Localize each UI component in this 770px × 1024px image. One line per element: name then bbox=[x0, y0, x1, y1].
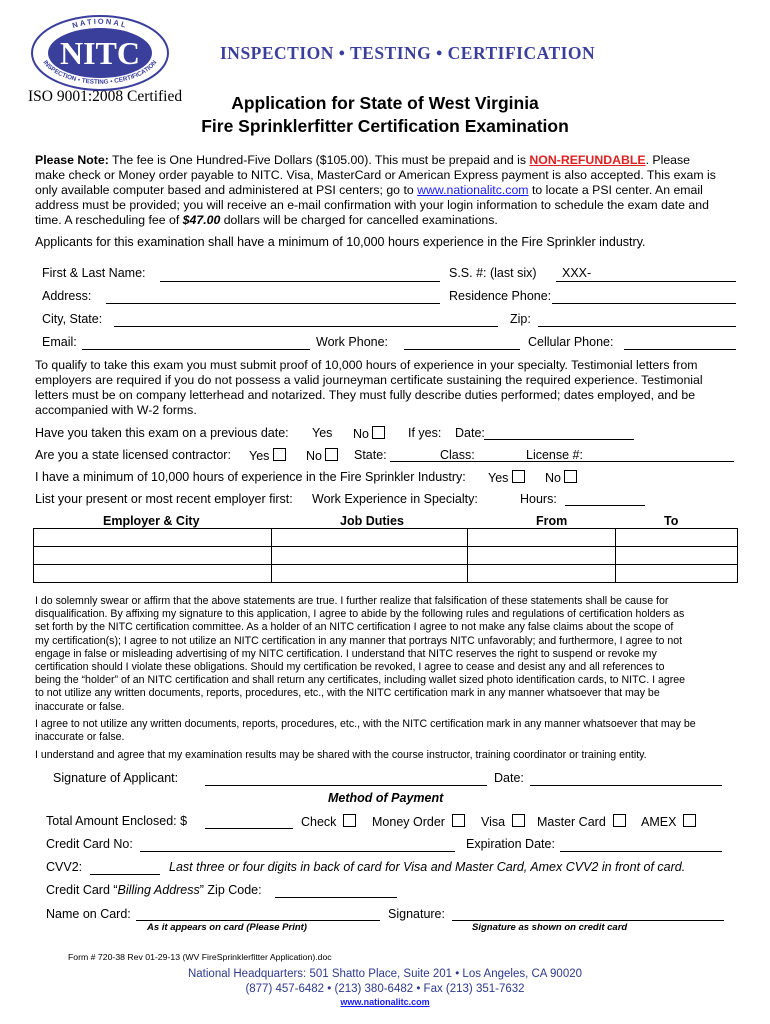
to-cell[interactable] bbox=[616, 565, 738, 583]
note-line-2: make check or Money order payable to NITC. Visa, MasterCard or American Express payment is also accepted. This exam is bbox=[35, 168, 716, 182]
iso-certified: ISO 9001:2008 Certified bbox=[28, 88, 183, 105]
q2-state-label: State: bbox=[354, 448, 387, 462]
logo-text: NITC bbox=[59, 35, 141, 71]
nitc-logo bbox=[30, 14, 170, 92]
billing-zip-field[interactable] bbox=[275, 897, 397, 898]
q1-date-label: Date: bbox=[455, 426, 485, 440]
q1-no-checkbox[interactable] bbox=[372, 426, 385, 439]
check-checkbox[interactable] bbox=[343, 814, 356, 827]
qualify-line: letters must be on company letterhead and notarized. They must fully describe duties performed; dates employed, and be bbox=[35, 388, 696, 402]
to-cell[interactable] bbox=[616, 529, 738, 547]
signature-date-field[interactable] bbox=[530, 785, 722, 786]
certification-mark-paragraph bbox=[35, 718, 740, 744]
affirmation-line: being the “holder” of an NITC certification and shall return any certificates, including wallet sized photo identification cards, to NITC. I agree bbox=[35, 674, 686, 687]
q3-yes-label: Yes bbox=[488, 471, 509, 485]
form-number: Form # 720-38 Rev 01-29-13 (WV FireSprinklerfitter Application).doc bbox=[68, 952, 332, 962]
q1-no-label: No bbox=[353, 427, 369, 441]
non-refundable: NON-REFUNDABLE bbox=[529, 153, 646, 167]
expiration-label: Expiration Date: bbox=[466, 837, 555, 851]
name-label: First & Last Name: bbox=[42, 266, 146, 280]
pay-mastercard bbox=[537, 814, 626, 829]
note-line-5b: dollars will be charged for cancelled examinations. bbox=[223, 213, 498, 227]
from-cell[interactable] bbox=[468, 529, 616, 547]
q-previous-exam: Have you taken this exam on a previous date: bbox=[35, 426, 289, 440]
payment-heading: Method of Payment bbox=[328, 791, 444, 805]
amex-checkbox[interactable] bbox=[683, 814, 696, 827]
col-from: From bbox=[536, 514, 568, 528]
cvv-note: Last three or four digits in back of card for Visa and Master Card, Amex CVV2 in front of card. bbox=[169, 860, 686, 874]
pay-visa bbox=[481, 814, 525, 829]
address-field[interactable] bbox=[106, 303, 440, 304]
table-row bbox=[34, 529, 738, 547]
title-line-2: Fire Sprinklerfitter Certification Examination bbox=[201, 116, 569, 136]
note-line-3a: only available computer based and administered at PSI centers; go to bbox=[35, 183, 414, 197]
employer-cell[interactable] bbox=[34, 529, 272, 547]
nitc-website-link[interactable]: www.nationalitc.com bbox=[417, 183, 529, 197]
work-phone-label: Work Phone: bbox=[316, 335, 389, 349]
note-line-3b: to locate a PSI center. An email bbox=[531, 183, 703, 197]
card-signature-note: Signature as shown on credit card bbox=[472, 922, 628, 933]
qualify-line: To qualify to take this exam you must submit proof of 10,000 hours of experience in your specialty. Testimonial letters from bbox=[35, 358, 698, 372]
name-on-card-label: Name on Card: bbox=[46, 907, 131, 921]
employer-note: List your present or most recent employer first: bbox=[35, 492, 293, 506]
q1-no bbox=[353, 426, 385, 441]
q2-license-label: License #: bbox=[526, 448, 583, 462]
total-amount-field[interactable] bbox=[205, 828, 293, 829]
q-licensed-contractor: Are you a state licensed contractor: bbox=[35, 448, 231, 462]
visa-checkbox[interactable] bbox=[512, 814, 525, 827]
card-number-label: Credit Card No: bbox=[46, 837, 133, 851]
from-cell[interactable] bbox=[468, 547, 616, 565]
check-label: Check bbox=[301, 815, 337, 829]
headquarters-address: National Headquarters: 501 Shatto Place, Suite 201 • Los Angeles, CA 90020 bbox=[187, 968, 582, 980]
table-row bbox=[34, 547, 738, 565]
card-number-field[interactable] bbox=[140, 851, 455, 852]
money-order-label: Money Order bbox=[372, 815, 445, 829]
cvv-field[interactable] bbox=[90, 874, 160, 875]
mark-line: I agree to not utilize any written documents, reports, procedures, etc., with the NITC certification mark in any manner whatsoever that may be bbox=[35, 718, 696, 730]
affirmation-line: set forth by the NITC certification committee. As a holder of an NITC certification I agree to not make any false claims about the scope of bbox=[35, 621, 674, 634]
money-order-checkbox[interactable] bbox=[452, 814, 465, 827]
results-sharing-paragraph: I understand and agree that my examination results may be shared with the course instructor, training coordinator or training entity. bbox=[35, 749, 647, 761]
expiration-field[interactable] bbox=[560, 851, 722, 852]
col-job-duties: Job Duties bbox=[340, 514, 404, 528]
email-label: Email: bbox=[42, 335, 77, 349]
job-duties-cell[interactable] bbox=[272, 547, 468, 565]
affirmation-line: to not utilize any written documents, reports, procedures, etc., with the NITC certification mark in any manner whatsoever that may be bbox=[35, 687, 660, 700]
city-state-label: City, State: bbox=[42, 312, 103, 326]
visa-label: Visa bbox=[481, 815, 506, 829]
mastercard-label: Master Card bbox=[537, 815, 606, 829]
q1-if-yes: If yes: bbox=[408, 426, 442, 440]
name-on-card-note: As it appears on card (Please Print) bbox=[147, 922, 307, 933]
total-amount-label: Total Amount Enclosed: $ bbox=[46, 814, 188, 828]
applicant-signature-field[interactable] bbox=[205, 785, 487, 786]
q2-no-label: No bbox=[306, 449, 322, 463]
affirmation-line: certification should I violate these obligations. Should my certification be revoked, I agree to cease and desist any and all references to bbox=[35, 661, 665, 674]
tagline: INSPECTION • TESTING • CERTIFICATION bbox=[220, 43, 596, 63]
col-to: To bbox=[664, 514, 679, 528]
affirmation-line: disqualification. By affixing my signature to this application, I agree to abide by the following rules and regulations of certification holders as bbox=[35, 608, 685, 621]
note-line-4: address must be provided; you will receive an e-mail confirmation with your login information to schedule the exam date and bbox=[35, 198, 709, 212]
note-text: The fee is One Hundred-Five Dollars ($105.00). This must be prepaid and is bbox=[112, 153, 526, 167]
employer-cell[interactable] bbox=[34, 547, 272, 565]
headquarters-phones: (877) 457-6482 • (213) 380-6482 • Fax (213) 351-7632 bbox=[245, 983, 525, 995]
city-state-field[interactable] bbox=[114, 326, 498, 327]
job-duties-cell[interactable] bbox=[272, 565, 468, 583]
hours-field[interactable] bbox=[565, 505, 645, 506]
billing-zip-b: ” Zip Code: bbox=[199, 883, 262, 897]
pay-amex bbox=[641, 814, 696, 829]
hours-label: Hours: bbox=[520, 492, 557, 506]
work-phone-field[interactable] bbox=[404, 349, 520, 350]
q2-class-label: Class: bbox=[440, 448, 475, 462]
q2-yes-checkbox[interactable] bbox=[273, 448, 286, 461]
name-on-card-field[interactable] bbox=[136, 920, 380, 921]
table-row bbox=[34, 565, 738, 583]
affirmation-line: engage in false or misleading advertising of my NITC certification. I understand that NITC reserves the right to suspend or revoke my bbox=[35, 647, 657, 660]
zip-label: Zip: bbox=[510, 312, 531, 326]
q1-date-field[interactable] bbox=[484, 439, 634, 440]
cell-phone-label: Cellular Phone: bbox=[528, 335, 614, 349]
fee-note bbox=[35, 153, 738, 228]
job-duties-cell[interactable] bbox=[272, 529, 468, 547]
affirmation-paragraph bbox=[35, 595, 740, 714]
affirmation-line: inaccurate or false. bbox=[35, 700, 125, 713]
zip-field[interactable] bbox=[538, 326, 736, 327]
billing-zip-label bbox=[46, 883, 262, 897]
residence-phone-field[interactable] bbox=[552, 303, 736, 304]
pay-check bbox=[301, 814, 356, 829]
affirmation-line: my certification(s); I agree to not utilize an NITC certification in any manner that portrays NITC unfavorably; and furthermore, I agree to not bbox=[35, 634, 683, 647]
name-field[interactable] bbox=[160, 281, 440, 282]
card-signature-field[interactable] bbox=[452, 920, 724, 921]
email-field[interactable] bbox=[82, 349, 310, 350]
q-experience-hours: I have a minimum of 10,000 hours of experience in the Fire Sprinkler Industry: bbox=[35, 470, 466, 484]
q3-yes bbox=[488, 470, 525, 485]
q2-yes bbox=[249, 448, 286, 463]
amex-label: AMEX bbox=[641, 815, 677, 829]
card-signature-label: Signature: bbox=[388, 907, 445, 921]
from-cell[interactable] bbox=[468, 565, 616, 583]
ssn-field[interactable] bbox=[556, 281, 736, 282]
residence-phone-label: Residence Phone: bbox=[449, 289, 552, 303]
billing-zip-italic: Billing Address bbox=[117, 883, 200, 897]
logo-arc-top: NATIONAL bbox=[71, 16, 129, 31]
cvv-label: CVV2: bbox=[46, 860, 83, 874]
note-line-5a: time. A rescheduling fee of bbox=[35, 213, 180, 227]
work-experience-label: Work Experience in Specialty: bbox=[312, 492, 478, 506]
rescheduling-fee: $47.00 bbox=[182, 213, 221, 227]
address-label: Address: bbox=[42, 289, 92, 303]
to-cell[interactable] bbox=[616, 547, 738, 565]
cell-phone-field[interactable] bbox=[624, 349, 736, 350]
note-text-b: . Please bbox=[645, 153, 690, 167]
affirmation-line: I do solemnly swear or affirm that the above statements are true. I further realize that falsification of these statements shall be cause for bbox=[35, 595, 669, 607]
experience-requirement: Applicants for this examination shall have a minimum of 10,000 hours experience in the Fire Sprinkler industry. bbox=[35, 235, 646, 249]
q3-no-checkbox[interactable] bbox=[564, 470, 577, 483]
note-label: Please Note: bbox=[35, 153, 109, 167]
ssn-label: S.S. #: (last six) bbox=[449, 266, 537, 280]
q2-no-checkbox[interactable] bbox=[325, 448, 338, 461]
q2-yes-label: Yes bbox=[249, 449, 270, 463]
q1-yes: Yes bbox=[312, 426, 333, 440]
pay-money-order bbox=[372, 814, 465, 829]
q2-no bbox=[306, 448, 338, 463]
title-line-1: Application for State of West Virginia bbox=[231, 93, 539, 113]
signature-date-label: Date: bbox=[494, 771, 524, 785]
ssn-prefix: XXX- bbox=[562, 266, 592, 280]
employer-cell[interactable] bbox=[34, 565, 272, 583]
col-employer: Employer & City bbox=[103, 514, 200, 528]
mastercard-checkbox[interactable] bbox=[613, 814, 626, 827]
footer-website-link[interactable]: www.nationalitc.com bbox=[340, 997, 430, 1007]
billing-zip-a: Credit Card “ bbox=[46, 883, 118, 897]
qualify-paragraph bbox=[35, 358, 740, 418]
logo-arc-bottom: INSPECTION • TESTING • CERTIFICATION bbox=[41, 59, 159, 86]
employment-table bbox=[33, 528, 738, 583]
mark-line: inaccurate or false. bbox=[35, 731, 125, 744]
q3-no bbox=[545, 470, 577, 485]
q3-yes-checkbox[interactable] bbox=[512, 470, 525, 483]
applicant-signature-label: Signature of Applicant: bbox=[53, 771, 179, 785]
qualify-line: accompanied with W-2 forms. bbox=[35, 403, 197, 417]
qualify-line: employers are required if you do not possess a valid journeyman certificate sustaining the required experience. Testimonial bbox=[35, 373, 703, 387]
q3-no-label: No bbox=[545, 471, 561, 485]
